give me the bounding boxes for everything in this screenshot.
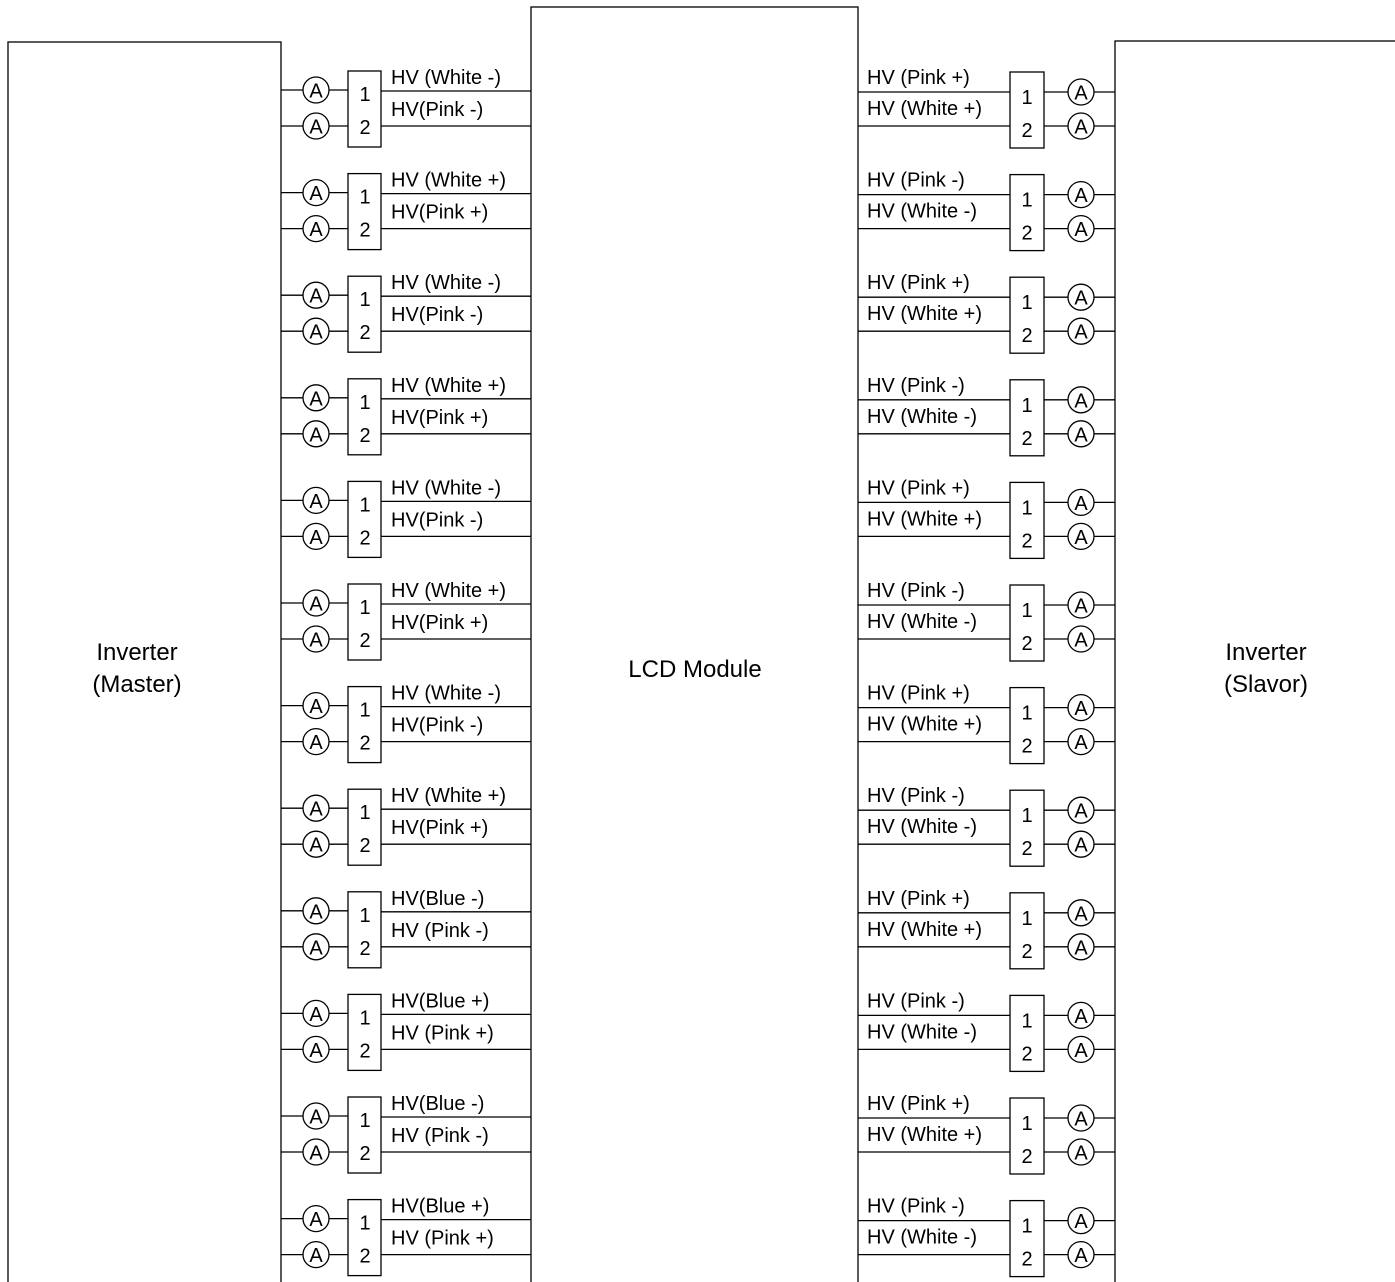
ammeter-symbol: A bbox=[309, 1209, 323, 1232]
ammeter-symbol: A bbox=[309, 1106, 323, 1129]
wire-label: HV(Blue -) bbox=[391, 887, 485, 910]
pin-number: 2 bbox=[359, 630, 371, 652]
pin-number: 2 bbox=[359, 1040, 371, 1063]
wire-label: HV(Pink -) bbox=[391, 509, 484, 532]
right-channel-group bbox=[858, 375, 1115, 456]
pin-number: 1 bbox=[359, 391, 371, 414]
ammeter-symbol: A bbox=[1074, 1142, 1088, 1165]
left-channel-group bbox=[281, 67, 531, 147]
right-channel-group bbox=[858, 1093, 1115, 1174]
wire-label: HV (White +) bbox=[867, 303, 983, 326]
wire-label: HV(Pink +) bbox=[391, 201, 489, 224]
wire-label: HV (Pink -) bbox=[867, 374, 965, 397]
right-channel-group bbox=[858, 785, 1115, 866]
pin-number: 2 bbox=[359, 117, 371, 139]
pin-number: 1 bbox=[359, 1212, 371, 1235]
pin-number: 2 bbox=[1021, 427, 1033, 450]
wire-label: HV(Blue -) bbox=[391, 1093, 485, 1115]
left-channel-group bbox=[281, 375, 531, 455]
ammeter-symbol: A bbox=[309, 629, 323, 652]
ammeter-symbol: A bbox=[309, 1142, 323, 1165]
pin-number: 2 bbox=[359, 527, 371, 550]
pin-number: 2 bbox=[1021, 1248, 1033, 1271]
pin-number: 2 bbox=[359, 1143, 371, 1165]
left-channel-group bbox=[281, 990, 531, 1070]
ammeter-symbol: A bbox=[309, 388, 323, 411]
pin-number: 2 bbox=[1021, 1043, 1033, 1066]
wire-label: HV (White -) bbox=[391, 682, 501, 705]
pin-number: 2 bbox=[359, 732, 371, 755]
ammeter-symbol: A bbox=[309, 424, 323, 447]
left-channel-group bbox=[281, 170, 531, 250]
pin-number: 1 bbox=[1021, 394, 1033, 417]
ammeter-symbol: A bbox=[1074, 219, 1088, 242]
left-channel-group bbox=[281, 1093, 531, 1173]
right-channel-group bbox=[858, 683, 1115, 764]
pin-number: 1 bbox=[359, 84, 371, 106]
wire-label: HV (Pink -) bbox=[391, 1125, 489, 1147]
ammeter-symbol: A bbox=[309, 696, 323, 719]
right-channel-group bbox=[858, 990, 1115, 1071]
pin-number: 2 bbox=[359, 1245, 371, 1268]
ammeter-symbol: A bbox=[309, 490, 323, 513]
pin-number: 1 bbox=[1021, 1215, 1033, 1238]
ammeter-symbol: A bbox=[1074, 1211, 1088, 1234]
right-channel-group bbox=[858, 580, 1115, 661]
pin-number: 2 bbox=[359, 937, 371, 960]
ammeter-symbol: A bbox=[1074, 903, 1088, 926]
right-channel-group bbox=[858, 477, 1115, 558]
right-channel-groups bbox=[858, 67, 1115, 1277]
pin-number: 1 bbox=[1021, 702, 1033, 725]
inverter-slave-label-line1: Inverter bbox=[1225, 639, 1307, 666]
pin-number: 1 bbox=[359, 904, 371, 927]
ammeter-symbol: A bbox=[1074, 116, 1088, 139]
ammeter-symbol: A bbox=[1074, 595, 1088, 618]
wire-label: HV(Pink -) bbox=[391, 99, 484, 121]
pin-number: 1 bbox=[1021, 87, 1033, 109]
pin-number: 2 bbox=[359, 424, 371, 447]
ammeter-symbol: A bbox=[309, 285, 323, 308]
ammeter-symbol: A bbox=[309, 219, 323, 242]
wire-label: HV (Pink -) bbox=[867, 580, 965, 602]
ammeter-symbol: A bbox=[1074, 321, 1088, 344]
pin-number: 2 bbox=[1021, 530, 1033, 553]
pin-number: 2 bbox=[1021, 1146, 1033, 1168]
ammeter-symbol: A bbox=[309, 80, 323, 103]
pin-number: 1 bbox=[1021, 907, 1033, 930]
pin-number: 1 bbox=[1021, 497, 1033, 520]
pin-number: 2 bbox=[359, 322, 371, 345]
ammeter-symbol: A bbox=[1074, 185, 1088, 208]
left-channel-group bbox=[281, 272, 531, 352]
left-channel-group bbox=[281, 477, 531, 557]
wire-label: HV (White +) bbox=[391, 785, 507, 808]
wire-label: HV (Pink -) bbox=[867, 785, 965, 808]
wire-label: HV (White +) bbox=[867, 713, 983, 736]
pin-number: 1 bbox=[1021, 189, 1033, 212]
inverter-master-label-line2: (Master) bbox=[92, 671, 182, 698]
wire-label: HV(Blue +) bbox=[391, 990, 490, 1013]
inverter-slave-label-line2: (Slavor) bbox=[1223, 671, 1309, 698]
wire-label: HV (Pink -) bbox=[867, 1195, 965, 1218]
wire-label: HV(Blue +) bbox=[391, 1195, 490, 1218]
ammeter-symbol: A bbox=[1074, 629, 1088, 652]
left-channel-group bbox=[281, 1196, 531, 1276]
ammeter-symbol: A bbox=[309, 937, 323, 960]
wire-label: HV (Pink -) bbox=[867, 169, 965, 192]
wire-label: HV (Pink -) bbox=[867, 990, 965, 1013]
ammeter-symbol: A bbox=[309, 1039, 323, 1062]
wire-label: HV (White -) bbox=[867, 1021, 977, 1044]
wire-label: HV (White +) bbox=[867, 918, 983, 941]
left-channel-groups bbox=[281, 67, 531, 1276]
pin-number: 2 bbox=[1021, 325, 1033, 348]
inverter-master-label-line1: Inverter bbox=[96, 639, 178, 666]
ammeter-symbol: A bbox=[1074, 424, 1088, 447]
wire-label: HV (White +) bbox=[391, 374, 507, 397]
wire-label: HV (Pink -) bbox=[391, 919, 489, 942]
ammeter-symbol: A bbox=[1074, 1039, 1088, 1062]
right-channel-group bbox=[858, 1196, 1115, 1277]
wire-label: HV (White -) bbox=[867, 611, 977, 633]
right-channel-group bbox=[858, 67, 1115, 148]
ammeter-symbol: A bbox=[309, 321, 323, 344]
wire-label: HV (White -) bbox=[391, 477, 501, 500]
wire-label: HV(Pink +) bbox=[391, 612, 489, 634]
ammeter-symbol: A bbox=[309, 116, 323, 139]
ammeter-symbol: A bbox=[309, 1245, 323, 1268]
wire-label: HV (White +) bbox=[391, 169, 507, 192]
ammeter-symbol: A bbox=[1074, 526, 1088, 549]
ammeter-symbol: A bbox=[309, 798, 323, 821]
ammeter-symbol: A bbox=[309, 183, 323, 206]
ammeter-symbol: A bbox=[1074, 1108, 1088, 1131]
wire-label: HV (Pink +) bbox=[391, 1227, 494, 1250]
pin-number: 2 bbox=[1021, 838, 1033, 861]
ammeter-symbol: A bbox=[309, 1003, 323, 1026]
pin-number: 2 bbox=[1021, 735, 1033, 758]
wire-label: HV (White -) bbox=[867, 405, 977, 428]
ammeter-symbol: A bbox=[309, 593, 323, 616]
ammeter-symbol: A bbox=[1074, 1245, 1088, 1268]
wire-label: HV (White +) bbox=[867, 1124, 983, 1146]
ammeter-symbol: A bbox=[1074, 82, 1088, 105]
wire-label: HV (White -) bbox=[391, 67, 501, 89]
wire-label: HV (White +) bbox=[391, 580, 507, 602]
wire-label: HV (White +) bbox=[867, 508, 983, 531]
lcd-module-block bbox=[531, 7, 858, 1282]
pin-number: 1 bbox=[1021, 1113, 1033, 1135]
wire-label: HV (White +) bbox=[867, 98, 983, 120]
wire-label: HV(Pink +) bbox=[391, 817, 489, 840]
wire-label: HV (Pink +) bbox=[867, 272, 970, 295]
pin-number: 1 bbox=[1021, 600, 1033, 622]
left-channel-group bbox=[281, 785, 531, 865]
pin-number: 2 bbox=[359, 835, 371, 858]
lcd-module-label: LCD Module bbox=[628, 656, 762, 683]
wire-label: HV (White -) bbox=[867, 816, 977, 839]
ammeter-symbol: A bbox=[309, 526, 323, 549]
wire-label: HV (White -) bbox=[391, 272, 501, 295]
wire-label: HV (Pink +) bbox=[867, 67, 970, 89]
pin-number: 1 bbox=[359, 699, 371, 722]
ammeter-symbol: A bbox=[1074, 732, 1088, 755]
ammeter-symbol: A bbox=[1074, 390, 1088, 413]
ammeter-symbol: A bbox=[309, 834, 323, 857]
wire-label: HV(Pink +) bbox=[391, 406, 489, 429]
ammeter-symbol: A bbox=[1074, 1005, 1088, 1028]
wire-label: HV (Pink +) bbox=[867, 477, 970, 500]
pin-number: 1 bbox=[359, 494, 371, 517]
ammeter-symbol: A bbox=[1074, 287, 1088, 310]
pin-number: 2 bbox=[1021, 222, 1033, 245]
pin-number: 1 bbox=[1021, 292, 1033, 315]
pin-number: 1 bbox=[1021, 805, 1033, 828]
pin-number: 1 bbox=[359, 1007, 371, 1030]
ammeter-symbol: A bbox=[1074, 698, 1088, 721]
ammeter-symbol: A bbox=[1074, 800, 1088, 823]
wire-label: HV (Pink +) bbox=[867, 682, 970, 705]
pin-number: 1 bbox=[359, 597, 371, 619]
ammeter-symbol: A bbox=[309, 732, 323, 755]
wire-label: HV (White -) bbox=[867, 1226, 977, 1249]
wire-label: HV (Pink +) bbox=[391, 1022, 494, 1045]
ammeter-symbol: A bbox=[309, 901, 323, 924]
pin-number: 2 bbox=[1021, 120, 1033, 142]
wire-label: HV (Pink +) bbox=[867, 887, 970, 910]
pin-number: 1 bbox=[359, 186, 371, 209]
pin-number: 2 bbox=[1021, 633, 1033, 655]
right-channel-group bbox=[858, 272, 1115, 353]
pin-number: 1 bbox=[1021, 1010, 1033, 1033]
ammeter-symbol: A bbox=[1074, 492, 1088, 515]
wire-label: HV(Pink -) bbox=[391, 304, 484, 327]
pin-number: 1 bbox=[359, 289, 371, 312]
left-channel-group bbox=[281, 888, 531, 968]
wire-label: HV (Pink +) bbox=[867, 1093, 970, 1115]
pin-number: 1 bbox=[359, 802, 371, 825]
right-channel-group bbox=[858, 888, 1115, 969]
wire-label: HV (White -) bbox=[867, 200, 977, 223]
pin-number: 2 bbox=[1021, 940, 1033, 963]
ammeter-symbol: A bbox=[1074, 834, 1088, 857]
pin-number: 2 bbox=[359, 219, 371, 242]
left-channel-group bbox=[281, 580, 531, 660]
ammeter-symbol: A bbox=[1074, 937, 1088, 960]
right-channel-group bbox=[858, 170, 1115, 251]
left-channel-group bbox=[281, 683, 531, 763]
wire-label: HV(Pink -) bbox=[391, 714, 484, 737]
pin-number: 1 bbox=[359, 1110, 371, 1132]
